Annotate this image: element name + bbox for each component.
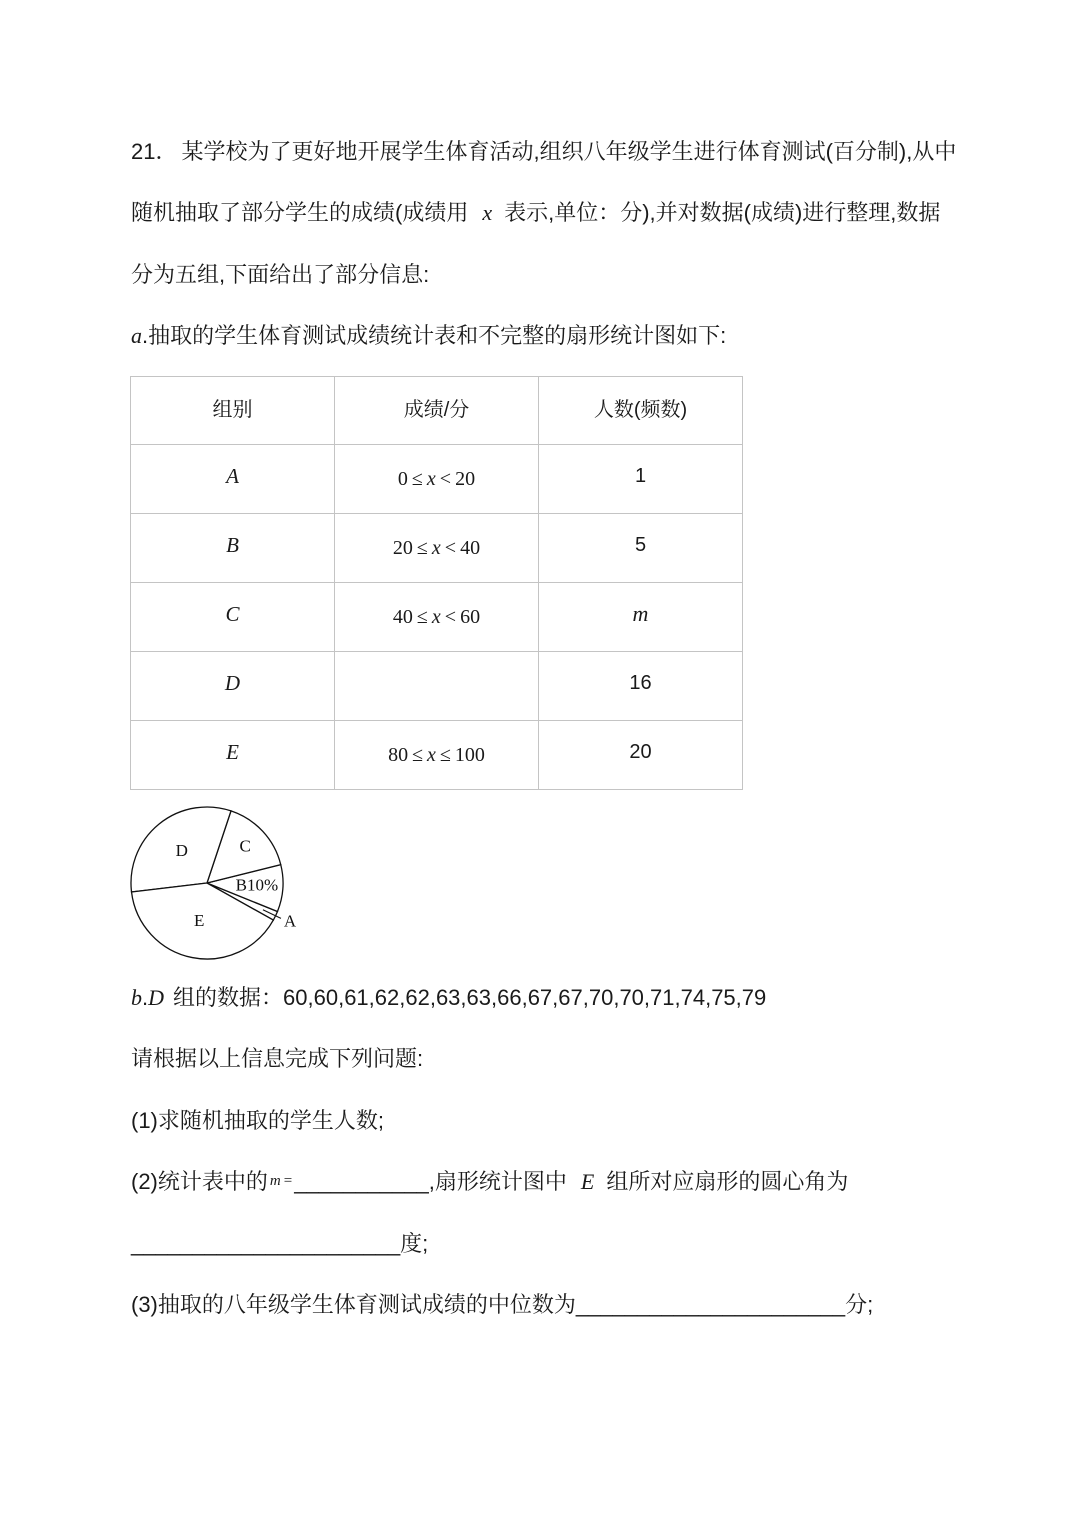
range-lower: 0: [397, 467, 408, 490]
sub-question-2-text-start: (2)统计表中的: [131, 1169, 268, 1194]
m-equals: [270, 1173, 294, 1189]
pie-label-a: A: [283, 911, 297, 931]
question-stem-line-2: [131, 198, 940, 228]
range-op-2: <: [444, 536, 457, 559]
range-cell: [335, 721, 539, 790]
sub-question-2-text-end: 组所对应扇形的圆心角为: [606, 1169, 849, 1194]
range-upper: 20: [455, 467, 476, 490]
sub-question-1-text: (1)求随机抽取的学生人数;: [131, 1108, 385, 1133]
part-a-label: a: [131, 323, 142, 348]
range-cell: [335, 583, 539, 652]
sub-question-2: [131, 1167, 848, 1200]
range-op-1: ≤: [416, 605, 428, 628]
question-stem-line-1: [131, 137, 956, 167]
count-cell: m: [539, 583, 743, 652]
part-b-line: [131, 983, 766, 1013]
pie-label-c: C: [239, 836, 251, 856]
stem-text: 分为五组,下面给出了部分信息:: [131, 262, 430, 287]
stem-text-before-variable: 随机抽取了部分学生的成绩(成绩用: [131, 200, 469, 225]
table-row: [131, 583, 743, 652]
question-stem-line-3: [131, 260, 429, 290]
group-cell: E: [131, 721, 335, 790]
header-count: 人数(频数): [539, 377, 743, 445]
table-row: [131, 514, 743, 583]
count-cell: 1: [539, 445, 743, 514]
score-table: [130, 376, 743, 790]
part-a-line: [131, 321, 726, 351]
count-cell: 16: [539, 652, 743, 721]
part-b-label: b: [131, 985, 142, 1010]
group-e-variable: E: [580, 1169, 595, 1194]
range-variable: x: [431, 536, 441, 559]
part-a-text: .抽取的学生体育测试成绩统计表和不完整的扇形统计图如下:: [142, 323, 727, 348]
answer-blank-angle: ______________________度;: [131, 1231, 429, 1256]
count-cell: 20: [539, 721, 743, 790]
range-cell-empty: [335, 652, 539, 721]
range-cell: [335, 445, 539, 514]
pie-label-d: D: [175, 840, 188, 860]
group-cell: B: [131, 514, 335, 583]
m-variable: m: [269, 1173, 281, 1189]
range-lower: 80: [388, 743, 409, 766]
range-op-1: ≤: [416, 536, 428, 559]
range-op-2: <: [444, 605, 457, 628]
range-lower: 40: [392, 605, 413, 628]
equals-sign: =: [283, 1173, 293, 1189]
group-cell: C: [131, 583, 335, 652]
sub-question-3-text: (3)抽取的八年级学生体育测试成绩的中位数为______________________分;: [131, 1292, 874, 1317]
header-group: 组别: [131, 377, 335, 445]
pie-label-e: E: [194, 911, 205, 931]
range-op-2: ≤: [439, 743, 451, 766]
range-variable: x: [426, 467, 436, 490]
range-upper: 100: [454, 743, 485, 766]
group-cell: A: [131, 445, 335, 514]
question-stem-text: 某学校为了更好地开展学生体育活动,组织八年级学生进行体育测试(百分制),从中: [181, 139, 957, 164]
pie-chart: [120, 800, 320, 975]
range-upper: 40: [460, 536, 481, 559]
table-row: [131, 652, 743, 721]
table-row: [131, 721, 743, 790]
range-op-1: ≤: [412, 743, 424, 766]
part-b-separator: .: [142, 985, 149, 1010]
instruction-text: 请根据以上信息完成下列问题:: [131, 1046, 424, 1071]
table-row: [131, 445, 743, 514]
part-b-text: 组的数据：: [173, 985, 284, 1010]
header-score: 成绩/分: [335, 377, 539, 445]
instruction-line: [131, 1044, 423, 1074]
table-header-row: [131, 377, 743, 445]
range-variable: x: [427, 743, 436, 766]
range-upper: 60: [460, 605, 481, 628]
pie-label-b: B10%: [235, 875, 279, 895]
question-number: 21．: [131, 139, 178, 164]
answer-blank-m: ___________,扇形统计图中: [294, 1169, 567, 1194]
group-d-values: 60,60,61,62,62,63,63,66,67,67,70,70,71,74,75,79: [283, 985, 767, 1010]
stem-text-after-variable: 表示,单位：分),并对数据(成绩)进行整理,数据: [504, 200, 941, 225]
count-cell: 5: [539, 514, 743, 583]
group-cell: D: [131, 652, 335, 721]
sub-question-3: [131, 1290, 873, 1320]
score-variable: x: [482, 200, 493, 225]
part-b-group: D: [148, 985, 165, 1010]
range-variable: x: [431, 605, 441, 628]
sub-question-2-continued: [131, 1229, 428, 1259]
range-op-1: ≤: [411, 467, 423, 490]
range-cell: [335, 514, 539, 583]
range-op-2: <: [439, 467, 452, 490]
sub-question-1: [131, 1106, 384, 1136]
range-lower: 20: [392, 536, 413, 559]
